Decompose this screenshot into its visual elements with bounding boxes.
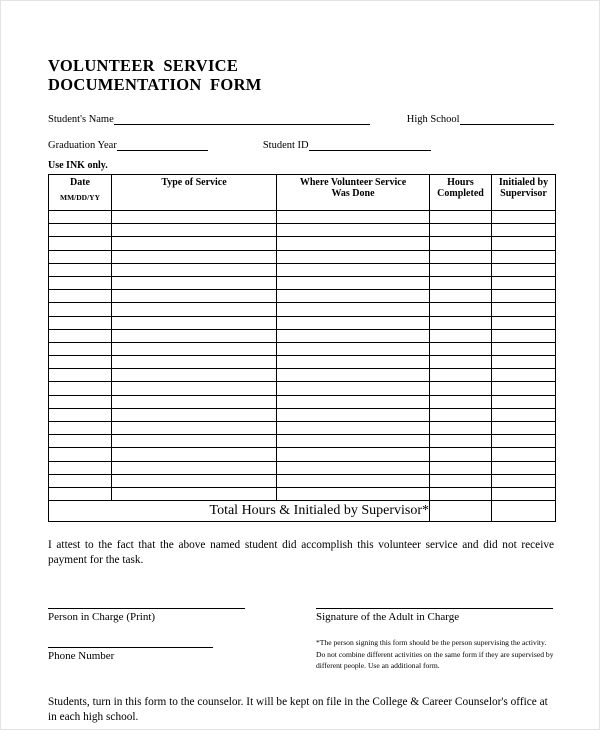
high-school-input[interactable] — [460, 113, 554, 125]
row-cell-hours[interactable] — [430, 263, 492, 276]
row-cell-hours[interactable] — [430, 395, 492, 408]
column-header-where-done — [277, 175, 430, 211]
row-cell-initials[interactable] — [492, 395, 556, 408]
supervisor-footnote-text: *The person signing this form should be the person supervising the activity. Do not combine different activities on the same form if they are supervised by different people. Use an additional form. — [316, 638, 554, 671]
row-cell-where[interactable] — [277, 290, 430, 303]
page-title — [48, 1, 554, 94]
row-cell-hours[interactable] — [430, 224, 492, 237]
row-cell-type[interactable] — [112, 290, 277, 303]
row-cell-where[interactable] — [277, 316, 430, 329]
table-header-row — [49, 175, 556, 211]
row-cell-initials[interactable] — [492, 382, 556, 395]
row-cell-where[interactable] — [277, 408, 430, 421]
row-cell-where[interactable] — [277, 329, 430, 342]
row-cell-hours[interactable] — [430, 435, 492, 448]
row-cell-hours[interactable] — [430, 408, 492, 421]
row-cell-type[interactable] — [112, 382, 277, 395]
row-cell-type[interactable] — [112, 448, 277, 461]
row-cell-date[interactable] — [49, 448, 112, 461]
row-cell-initials[interactable] — [492, 422, 556, 435]
row-cell-date[interactable] — [49, 224, 112, 237]
total-hours-cell[interactable] — [430, 501, 492, 522]
graduation-row — [48, 133, 554, 151]
row-cell-date[interactable] — [49, 316, 112, 329]
row-cell-initials[interactable] — [492, 316, 556, 329]
row-cell-hours[interactable] — [430, 303, 492, 316]
table-row — [49, 263, 556, 276]
row-cell-hours[interactable] — [430, 276, 492, 289]
row-cell-hours[interactable] — [430, 382, 492, 395]
column-header-date-format: MM/DD/YY — [60, 193, 100, 202]
total-initials-cell[interactable] — [492, 501, 556, 522]
row-cell-where[interactable] — [277, 448, 430, 461]
row-cell-initials[interactable] — [492, 461, 556, 474]
row-cell-hours[interactable] — [430, 250, 492, 263]
row-cell-type[interactable] — [112, 342, 277, 355]
table-row — [49, 461, 556, 474]
row-cell-type[interactable] — [112, 435, 277, 448]
row-cell-initials[interactable] — [492, 250, 556, 263]
ink-notice: Use INK only. — [48, 160, 108, 171]
row-cell-type[interactable] — [112, 237, 277, 250]
column-header-hours-line-1: Hours — [447, 177, 474, 188]
row-cell-hours[interactable] — [430, 329, 492, 342]
person-in-charge-label: Person in Charge (Print) — [48, 611, 156, 624]
row-cell-initials[interactable] — [492, 448, 556, 461]
row-cell-hours[interactable] — [430, 237, 492, 250]
row-cell-where[interactable] — [277, 303, 430, 316]
phone-number-label: Phone Number — [48, 650, 115, 663]
table-row — [49, 224, 556, 237]
table-row — [49, 474, 556, 487]
row-cell-date[interactable] — [49, 303, 112, 316]
column-header-where-line-2: Was Done — [331, 188, 375, 199]
row-cell-type[interactable] — [112, 422, 277, 435]
table-row — [49, 316, 556, 329]
row-cell-type[interactable] — [112, 276, 277, 289]
row-cell-initials[interactable] — [492, 435, 556, 448]
supervisor-footnote — [316, 637, 554, 672]
column-header-date — [49, 175, 112, 211]
row-cell-hours[interactable] — [430, 487, 492, 500]
row-cell-type[interactable] — [112, 250, 277, 263]
row-cell-initials[interactable] — [492, 290, 556, 303]
row-cell-where[interactable] — [277, 487, 430, 500]
table-row — [49, 329, 556, 342]
row-cell-where[interactable] — [277, 224, 430, 237]
row-cell-type[interactable] — [112, 408, 277, 421]
phone-number-field — [48, 635, 213, 662]
row-cell-date[interactable] — [49, 290, 112, 303]
row-cell-initials[interactable] — [492, 263, 556, 276]
table-row — [49, 408, 556, 421]
row-cell-initials[interactable] — [492, 329, 556, 342]
person-in-charge-field — [48, 596, 245, 623]
column-header-hours-line-2: Completed — [437, 188, 484, 199]
row-cell-hours[interactable] — [430, 474, 492, 487]
total-row-label: Total Hours & Initialed by Supervisor* — [49, 501, 430, 522]
row-cell-date[interactable] — [49, 356, 112, 369]
title-line-1: VOLUNTEER SERVICE — [48, 56, 239, 75]
row-cell-type[interactable] — [112, 303, 277, 316]
row-cell-date[interactable] — [49, 461, 112, 474]
row-cell-initials[interactable] — [492, 237, 556, 250]
row-cell-date[interactable] — [49, 263, 112, 276]
column-header-where-line-1: Where Volunteer Service — [299, 177, 407, 188]
form-content — [48, 1, 554, 736]
row-cell-where[interactable] — [277, 356, 430, 369]
column-header-hours-completed — [430, 175, 492, 211]
row-cell-date[interactable] — [49, 250, 112, 263]
row-cell-where[interactable] — [277, 237, 430, 250]
student-id-input[interactable] — [309, 139, 431, 151]
table-row — [49, 303, 556, 316]
row-cell-type[interactable] — [112, 395, 277, 408]
table-body — [49, 211, 556, 501]
row-cell-type[interactable] — [112, 474, 277, 487]
column-header-type-of-service: Type of Service — [112, 175, 277, 211]
row-cell-initials[interactable] — [492, 303, 556, 316]
graduation-year-label: Graduation Year — [48, 140, 117, 151]
row-cell-where[interactable] — [277, 474, 430, 487]
table-row — [49, 342, 556, 355]
row-cell-date[interactable] — [49, 342, 112, 355]
attestation-text: I attest to the fact that the above named student did accomplish this volunteer service and did not receive payment for the task. — [48, 539, 554, 567]
row-cell-date[interactable] — [49, 408, 112, 421]
title-line-2: DOCUMENTATION FORM — [48, 75, 262, 94]
table-row — [49, 290, 556, 303]
row-cell-initials[interactable] — [492, 356, 556, 369]
row-cell-type[interactable] — [112, 461, 277, 474]
column-header-initialed-line-1: Initialed by — [498, 177, 549, 188]
row-cell-date[interactable] — [49, 487, 112, 500]
table-footer — [49, 501, 556, 522]
row-cell-type[interactable] — [112, 211, 277, 224]
row-cell-type[interactable] — [112, 224, 277, 237]
identity-fields — [48, 107, 554, 151]
row-cell-type[interactable] — [112, 329, 277, 342]
row-cell-hours[interactable] — [430, 369, 492, 382]
row-cell-where[interactable] — [277, 395, 430, 408]
table-row — [49, 211, 556, 224]
table-row — [49, 487, 556, 500]
student-id-label: Student ID — [262, 140, 309, 151]
table-row — [49, 369, 556, 382]
student-name-input[interactable] — [114, 113, 370, 125]
row-cell-date[interactable] — [49, 329, 112, 342]
row-cell-date[interactable] — [49, 395, 112, 408]
row-cell-hours[interactable] — [430, 290, 492, 303]
volunteer-service-table — [48, 174, 556, 522]
column-header-initialed-by-supervisor — [492, 175, 556, 211]
row-cell-date[interactable] — [49, 276, 112, 289]
row-cell-date[interactable] — [49, 237, 112, 250]
column-header-date-label: Date — [70, 177, 90, 188]
row-cell-date[interactable] — [49, 474, 112, 487]
student-name-label: Student's Name — [48, 114, 114, 125]
table-row — [49, 250, 556, 263]
table-row — [49, 422, 556, 435]
row-cell-date[interactable] — [49, 435, 112, 448]
row-cell-initials[interactable] — [492, 487, 556, 500]
row-cell-hours[interactable] — [430, 461, 492, 474]
row-cell-hours[interactable] — [430, 422, 492, 435]
row-cell-type[interactable] — [112, 369, 277, 382]
row-cell-hours[interactable] — [430, 356, 492, 369]
adult-signature-field — [316, 596, 553, 623]
final-instructions: Students, turn in this form to the counselor. It will be kept on file in the College & Career Counselor's office at in each high school. — [48, 696, 548, 724]
row-cell-where[interactable] — [277, 342, 430, 355]
row-cell-initials[interactable] — [492, 369, 556, 382]
row-cell-hours[interactable] — [430, 342, 492, 355]
row-cell-hours[interactable] — [430, 316, 492, 329]
row-cell-initials[interactable] — [492, 408, 556, 421]
student-name-row — [48, 107, 554, 125]
row-cell-where[interactable] — [277, 250, 430, 263]
row-cell-type[interactable] — [112, 316, 277, 329]
total-row — [49, 501, 556, 522]
table-row — [49, 435, 556, 448]
row-cell-where[interactable] — [277, 369, 430, 382]
person-in-charge-input[interactable] — [48, 596, 245, 609]
table-row — [49, 395, 556, 408]
signature-block — [48, 596, 554, 622]
table-row — [49, 382, 556, 395]
row-cell-type[interactable] — [112, 263, 277, 276]
row-cell-where[interactable] — [277, 263, 430, 276]
high-school-label: High School — [406, 114, 460, 125]
row-cell-date[interactable] — [49, 369, 112, 382]
row-cell-where[interactable] — [277, 435, 430, 448]
table-row — [49, 356, 556, 369]
graduation-year-input[interactable] — [117, 139, 208, 151]
row-cell-initials[interactable] — [492, 276, 556, 289]
row-cell-where[interactable] — [277, 422, 430, 435]
row-cell-date[interactable] — [49, 382, 112, 395]
row-cell-where[interactable] — [277, 382, 430, 395]
adult-signature-input[interactable] — [316, 596, 553, 609]
phone-number-input[interactable] — [48, 635, 213, 648]
row-cell-date[interactable] — [49, 422, 112, 435]
adult-signature-label: Signature of the Adult in Charge — [316, 611, 460, 624]
row-cell-hours[interactable] — [430, 448, 492, 461]
table-header — [49, 175, 556, 211]
table-row — [49, 448, 556, 461]
row-cell-hours[interactable] — [430, 211, 492, 224]
row-cell-date[interactable] — [49, 211, 112, 224]
row-cell-type[interactable] — [112, 487, 277, 500]
row-cell-where[interactable] — [277, 461, 430, 474]
row-cell-initials[interactable] — [492, 474, 556, 487]
phone-and-footnote-block — [48, 635, 554, 683]
table-row — [49, 276, 556, 289]
row-cell-initials[interactable] — [492, 224, 556, 237]
row-cell-type[interactable] — [112, 356, 277, 369]
row-cell-initials[interactable] — [492, 211, 556, 224]
row-cell-where[interactable] — [277, 211, 430, 224]
table-row — [49, 237, 556, 250]
row-cell-initials[interactable] — [492, 342, 556, 355]
row-cell-where[interactable] — [277, 276, 430, 289]
column-header-initialed-line-2: Supervisor — [500, 188, 547, 199]
